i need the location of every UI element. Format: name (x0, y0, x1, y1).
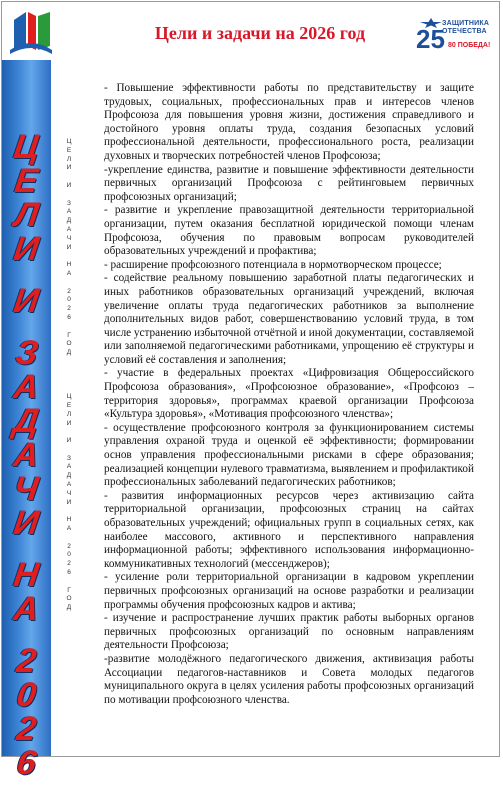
mini-char: Г (67, 586, 71, 594)
union-logo-icon (6, 6, 56, 56)
mini-char: И (66, 419, 72, 427)
goal-paragraph: - развитие и укрепление правозащитной деятельности территориальной организации, путем оказания бесплатной юридической помощи членам Профсоюза, обучения по правовым вопросам руководителей образовательных учреждений и профактива; (104, 204, 474, 258)
mini-char: И (66, 243, 72, 251)
banner-letter: 2 (14, 642, 39, 680)
mini-char: И (66, 181, 72, 189)
mini-char: Д (66, 217, 72, 225)
banner-letter: З (12, 334, 41, 372)
mini-char: 2 (67, 542, 71, 550)
banner-letter: 2 (14, 710, 39, 748)
mini-char: 2 (67, 305, 71, 313)
mini-char: А (66, 225, 72, 233)
mini-char: 2 (67, 287, 71, 295)
mini-char: Л (66, 155, 72, 163)
mini-char: Ч (66, 489, 72, 497)
mini-char: Ц (66, 393, 72, 401)
banner-letter: Д (11, 402, 42, 440)
banner-vertical-text (2, 130, 51, 790)
banner-letter: А (11, 590, 42, 628)
logo-number: 25 (416, 24, 445, 54)
banner-letter: Л (12, 196, 41, 234)
mini-char: З (67, 454, 71, 462)
mini-char: О (66, 595, 72, 603)
mini-char: Е (66, 146, 72, 154)
mini-char: А (66, 481, 72, 489)
banner-letter: А (11, 368, 42, 406)
mini-char: Г (67, 331, 71, 339)
mini-char: Е (66, 401, 72, 409)
goal-paragraph: - Повышение эффективности работы по представительству и защите трудовых, социальных, профессиональных прав и интересов членов Профсоюза для повышения уровня жизни, достижения справедливого и достойного уровня оплаты труда, создания безопасных условий профессиональной деятельности, профессионального роста, реализации духовных и творческих потребностей членов Профсоюза; (104, 82, 474, 162)
mini-char: Д (66, 604, 72, 612)
mini-char: А (66, 525, 72, 533)
goals-text (104, 82, 474, 707)
side-banner (2, 60, 51, 782)
banner-letter: Ч (11, 470, 42, 508)
page-title: Цели и задачи на 2026 год (154, 23, 366, 43)
banner-letter: И (11, 504, 42, 542)
banner-letter: И (11, 282, 42, 320)
mini-char: И (66, 164, 72, 172)
goal-paragraph: - осуществление профсоюзного контроля за функционированием системы управления охраной труда и оценкой её эффективности; формировании основ управления профессиональными рисками в сфере образования; реализацией концепции нулевого травматизма, выявлением и профилактикой профессиональных заболеваний педагогических работников; (104, 421, 474, 489)
mini-char: И (66, 498, 72, 506)
mini-char: Д (66, 349, 72, 357)
mini-char: О (66, 340, 72, 348)
banner-letter: 6 (14, 744, 39, 782)
goal-paragraph: - развития информационных ресурсов через активизацию сайта территориальной организации, профсоюзных страниц на сайтах образовательных учреждений; официальных групп в социальных сетях, как наиболее массового, активного и перспективного направления информационной работы; эффективного использования информационно-коммуникативных технологий (мессенджеров); (104, 489, 474, 570)
banner-letter: И (11, 230, 42, 268)
mini-char: А (66, 269, 72, 277)
logo-text-victory: 80 ПОБЕДА! (448, 42, 491, 49)
goal-paragraph: - содействие реальному повышению заработной платы педагогических и иных работников образовательных организаций учреждений, включая увеличение оплаты труда педагогических работников за выполнение дополнительных видов работ, совершенствованию условий труда, в том числе устранению избыточной отчётной и иной документации, составляемой или заполняемой педагогическими работниками, упрощению её структуры и условий её составления и заполнения; (104, 272, 474, 366)
mini-char: И (66, 437, 72, 445)
mini-char: 6 (67, 569, 71, 577)
mini-char: З (67, 199, 71, 207)
goal-paragraph: - усиление роли территориальной организации в кадровом укреплении первичных профсоюзных организаций на основе разработки и реализации программы обучения профсоюзных кадров и актива; (104, 571, 474, 611)
mini-vertical-text (64, 138, 74, 678)
mini-char: Ц (66, 138, 72, 145)
mini-char: Ч (66, 234, 72, 242)
goal-paragraph: -укрепление единства, развитие и повышение эффективности деятельности первичных организаций Профсоюза с рейтинговыем первичных профсоюзных организаций; (104, 163, 474, 203)
banner-letter: Е (12, 162, 41, 200)
mini-char: 6 (67, 313, 71, 321)
mini-char: А (66, 208, 72, 216)
mini-char: Л (66, 410, 72, 418)
mini-char: Н (66, 261, 72, 269)
goal-paragraph: - участие в федеральных проектах «Цифровизация Общероссийского Профсоюза образования», «Профсоюзное образование», «Профсоюз – территория здоровья», программах краевой организации Профсоюза «Культура здоровья», «Мотивация профсоюзного членства»; (104, 367, 474, 421)
banner-letter: 0 (14, 676, 39, 714)
mini-char: А (66, 463, 72, 471)
mini-char: 2 (67, 560, 71, 568)
banner-letter: Ц (11, 128, 42, 166)
defender-logo (414, 18, 492, 60)
goal-paragraph: - изучение и распространение лучших практик работы выборных органов первичных профсоюзных организаций по основным направлениям деятельности Профсоюза; (104, 612, 474, 652)
goal-paragraph: -развитие молодёжного педагогического движения, активизация работы Ассоциации педагогов-наставников и Совета молодых педагогов муниципального округа в целях усиления работы профсоюзных организаций по мотивации профсоюзного членства. (104, 652, 474, 706)
banner-letter: Н (11, 556, 42, 594)
mini-char: Н (66, 516, 72, 524)
logo-text-top: ЗАЩИТНИКА ОТЕЧЕСТВА (442, 20, 490, 35)
mini-char: 0 (67, 551, 71, 559)
mini-char: 0 (67, 296, 71, 304)
goal-paragraph: - расширение профсоюзного потенциала в нормотворческом процессе; (104, 258, 442, 271)
mini-char: Д (66, 472, 72, 480)
banner-letter: А (11, 436, 42, 474)
